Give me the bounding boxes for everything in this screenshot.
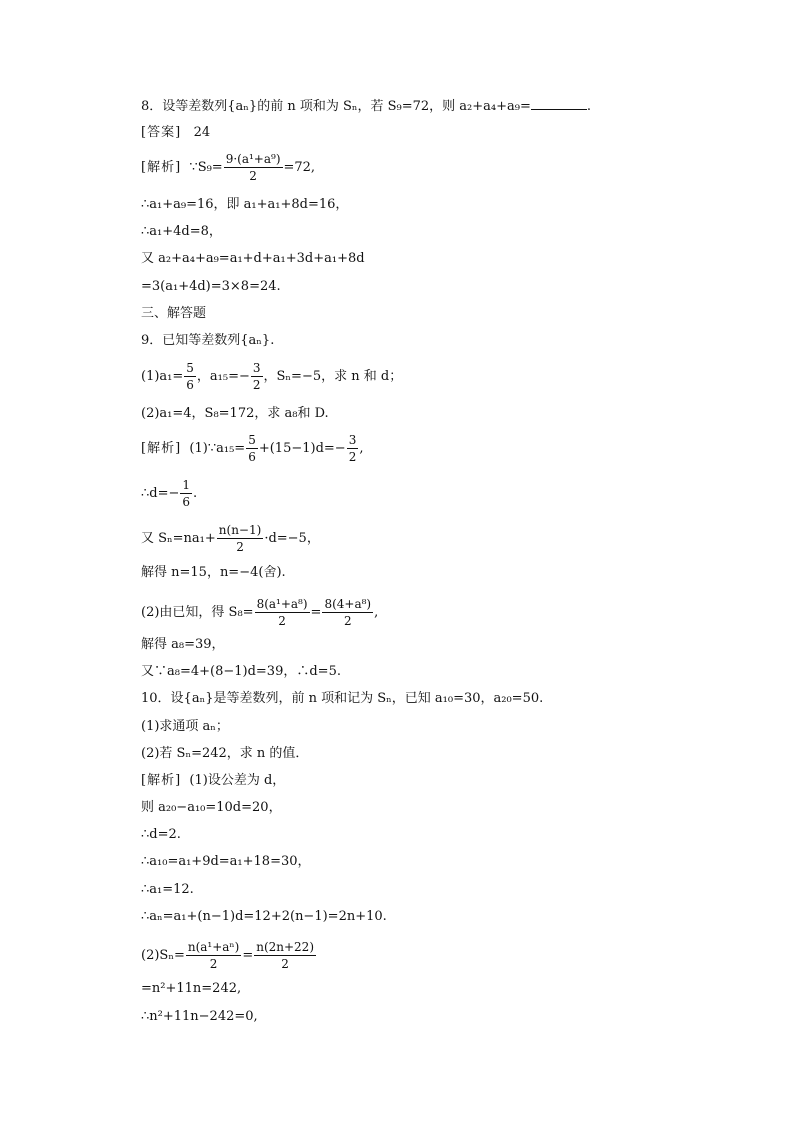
q10-analysis-line-4: ∴a₁₀=a₁+9d=a₁+18=30， [141,854,311,869]
expr: , [359,441,364,456]
fraction-numerator: n(2n+22) [256,940,314,954]
q10-part-1: (1)求通项 aₙ； [141,719,229,734]
q8-analysis-line-6: =3(a₁+4d)=3×8=24. [141,279,281,294]
fraction [322,597,373,628]
fraction-denominator: 6 [186,378,194,392]
fraction-denominator: 2 [278,614,286,628]
q9-analysis-line-5 [141,597,378,628]
fraction-numerator: n(n−1) [218,523,262,537]
q9-part-2: (2)a₁=4，S₈=172，求 a₈和 D. [141,406,329,421]
q10-analysis-line-2: 则 a₂₀−a₁₀=10d=20， [141,800,282,815]
answer-value: 24 [193,125,211,140]
expr: = [242,948,254,963]
fraction [186,940,241,971]
q9-analysis-line-2 [141,478,197,509]
answer-blank [531,97,587,110]
expr: = [310,605,322,620]
fraction-numerator: 1 [182,478,191,492]
expr: ∵S₉= [189,160,223,175]
fraction [180,478,192,509]
q8-analysis-line-1 [141,152,315,183]
fraction-denominator: 2 [209,957,218,971]
fraction [246,433,258,464]
q10-part-2: (2)若 Sₙ=242，求 n 的值． [141,746,309,761]
analysis-tag: [解析] [141,441,182,456]
expr: (2)Sₙ= [141,948,185,963]
fraction-numerator: 8(a¹+a⁸) [256,597,308,611]
q10-analysis-line-6: ∴aₙ=a₁+(n−1)d=12+2(n−1)=2n+10. [141,909,387,924]
q10-analysis-line-1 [141,773,285,789]
q10-analysis-line-7 [141,940,317,971]
expr: ，Sₙ=−5，求 n 和 d； [263,369,403,384]
fraction-denominator: 2 [236,540,244,554]
fraction [224,152,283,183]
fraction-denominator: 2 [252,378,261,392]
fraction [254,940,316,971]
fraction [251,361,263,392]
fraction-denominator: 2 [281,957,289,971]
fraction [184,361,196,392]
q9-analysis-line-6: 解得 a₈=39， [141,637,225,652]
fraction-denominator: 2 [348,450,357,464]
fraction-numerator: 3 [252,361,261,375]
q8-question-end: . [586,99,592,114]
analysis-tag: [解析] [141,160,182,175]
fraction-numerator: 9·(a¹+a⁹) [225,152,281,166]
expr: 又 Sₙ=na₁+ [141,531,216,546]
expr: (1)∵a₁₅= [189,441,246,456]
q8-analysis-line-5: 又 a₂+a₄+a₉=a₁+d+a₁+3d+a₁+8d [141,251,365,266]
expr: ·d=−5， [264,531,320,546]
fraction [347,433,359,464]
expr: +(15−1)d=− [258,441,346,456]
fraction-numerator: 8(4+a⁸) [324,597,372,611]
expr: (2)由已知，得 S₈= [141,605,254,620]
q9-analysis-line-1 [141,433,363,464]
q9-analysis-line-3 [141,523,320,554]
expr: ，a₁₅=− [196,369,250,384]
fraction-numerator: n(a¹+aⁿ) [187,940,240,954]
analysis-tag: [解析] [141,773,182,788]
q10-analysis-line-3: ∴d=2. [141,827,181,842]
q8-analysis-line-3: ∴a₁+a₉=16，即 a₁+a₁+8d=16， [141,197,349,212]
expr: (1)a₁= [141,369,184,384]
expr: , [374,605,379,620]
answer-tag: [答案] [141,125,182,140]
fraction [255,597,310,628]
expr: . [193,486,198,501]
q9-analysis-line-4: 解得 n=15，n=−4(舍). [141,565,286,580]
fraction-numerator: 5 [186,361,194,375]
q8-question-text: 8．设等差数列{aₙ}的前 n 项和为 Sₙ，若 S₉=72，则 a₂+a₄+a₉= [141,99,531,114]
q9-part-1 [141,361,402,392]
q10-title: 10．设{aₙ}是等差数列，前 n 项和记为 Sₙ，已知 a₁₀=30，a₂₀=50. [141,691,544,706]
fraction-denominator: 6 [248,450,256,464]
q8-answer [141,125,210,141]
fraction-numerator: 3 [348,433,357,447]
fraction [217,523,264,554]
expr: (1)设公差为 d， [189,773,286,788]
section-heading: 三、解答题 [141,306,207,321]
q10-analysis-line-5: ∴a₁=12. [141,882,194,897]
q9-analysis-line-7: 又∵a₈=4+(8−1)d=39，∴d=5. [141,664,341,679]
fraction-denominator: 2 [343,614,352,628]
expr: =72, [283,160,316,175]
fraction-denominator: 6 [182,495,191,509]
q9-title: 9．已知等差数列{aₙ}. [141,333,275,348]
q10-analysis-line-9: ∴n²+11n−242=0, [141,1009,258,1024]
q8-analysis-line-4: ∴a₁+4d=8， [141,224,222,239]
q8-question [141,97,591,115]
q10-analysis-line-8: =n²+11n=242, [141,981,242,996]
fraction-denominator: 2 [249,169,257,183]
expr: ∴d=− [141,486,180,501]
fraction-numerator: 5 [248,433,256,447]
